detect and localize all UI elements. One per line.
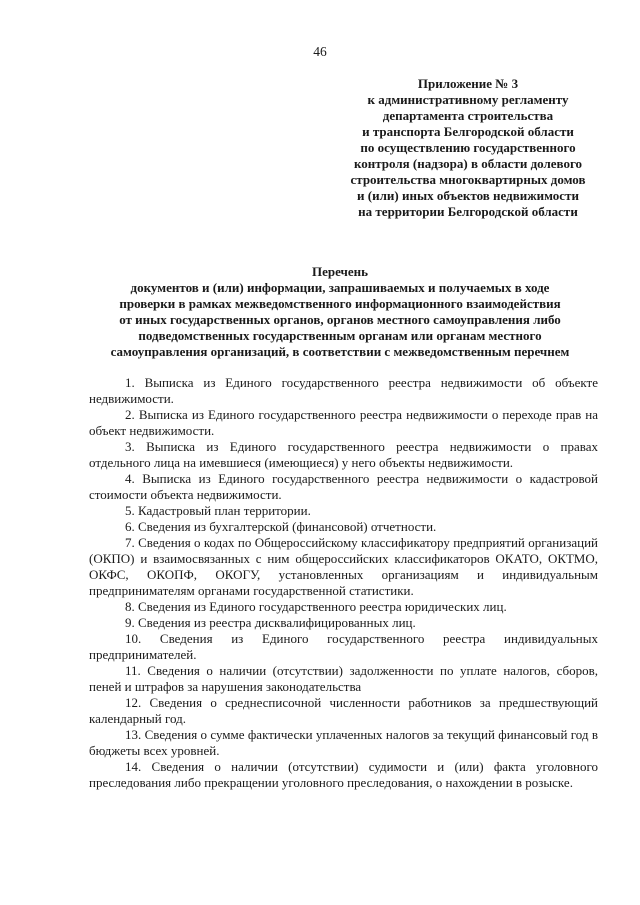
list-item: 11. Сведения о наличии (отсутствии) задолженности по уплате налогов, сборов, пеней и штрафов за нарушения законодательства: [89, 663, 598, 694]
list-subtitle-line: проверки в рамках межведомственного информационного взаимодействия: [119, 296, 561, 311]
page-number: 46: [313, 44, 327, 59]
list-item: 14. Сведения о наличии (отсутствии) судимости и (или) факта уголовного преследования либо прекращении уголовного преследования, о нахождении в розыске.: [89, 759, 598, 790]
list-item: 1. Выписка из Единого государственного реестра недвижимости об объекте недвижимости.: [89, 375, 598, 406]
list-item: 5. Кадастровый план территории.: [125, 503, 311, 518]
list-subtitle-line: документов и (или) информации, запрашиваемых и получаемых в ходе: [130, 280, 550, 295]
appendix-line: строительства многоквартирных домов: [350, 172, 586, 187]
list-item: 6. Сведения из бухгалтерской (финансовой) отчетности.: [125, 519, 437, 534]
list-item: 3. Выписка из Единого государственного реестра недвижимости о правах отдельного лица на имевшиеся (имеющиеся) у него объекты недвижимости.: [89, 439, 598, 470]
list-subtitle-line: самоуправления организаций, в соответствии с межведомственным перечнем: [110, 344, 570, 359]
list-subtitle-line: подведомственных государственным органам или органам местного: [138, 328, 542, 343]
list-item: 12. Сведения о среднесписочной численности работников за предшествующий календарный год.: [89, 695, 598, 726]
document-list: [89, 375, 598, 791]
list-title: Перечень: [311, 264, 369, 279]
list-heading: [60, 264, 620, 360]
list-item: 8. Сведения из Единого государственного реестра юридических лиц.: [125, 599, 507, 614]
appendix-line: департамента строительства: [382, 108, 554, 123]
appendix-title: Приложение № 3: [417, 76, 519, 91]
list-subtitle-line: от иных государственных органов, органов местного самоуправления либо: [119, 312, 561, 327]
list-item: 10. Сведения из Единого государственного реестра индивидуальных предпринимателей.: [89, 631, 598, 662]
appendix-header: [318, 76, 618, 220]
appendix-line: контроля (надзора) в области долевого: [353, 156, 583, 171]
list-item: 7. Сведения о кодах по Общероссийскому классификатору предприятий организаций (ОКПО) и взаимосвязанных с ним общероссийских классификаторов ОКАТО, ОКТМО, ОКФС, ОКОПФ, ОКОГУ, установленных организациям и индивидуальным предпринимателям органами государственной статистики.: [89, 535, 598, 598]
appendix-line: на территории Белгородской области: [358, 204, 578, 219]
list-item: 9. Сведения из реестра дисквалифицированных лиц.: [125, 615, 416, 630]
appendix-line: и (или) иных объектов недвижимости: [357, 188, 579, 203]
list-item: 13. Сведения о сумме фактически уплаченных налогов за текущий финансовый год в бюджеты всех уровней.: [89, 727, 598, 758]
list-item: 2. Выписка из Единого государственного реестра недвижимости о переходе прав на объект недвижимости.: [89, 407, 598, 438]
appendix-line: к административному регламенту: [367, 92, 569, 107]
list-item: 4. Выписка из Единого государственного реестра недвижимости о кадастровой стоимости объекта недвижимости.: [89, 471, 598, 502]
appendix-line: по осуществлению государственного: [360, 140, 576, 155]
appendix-line: и транспорта Белгородской области: [362, 124, 574, 139]
